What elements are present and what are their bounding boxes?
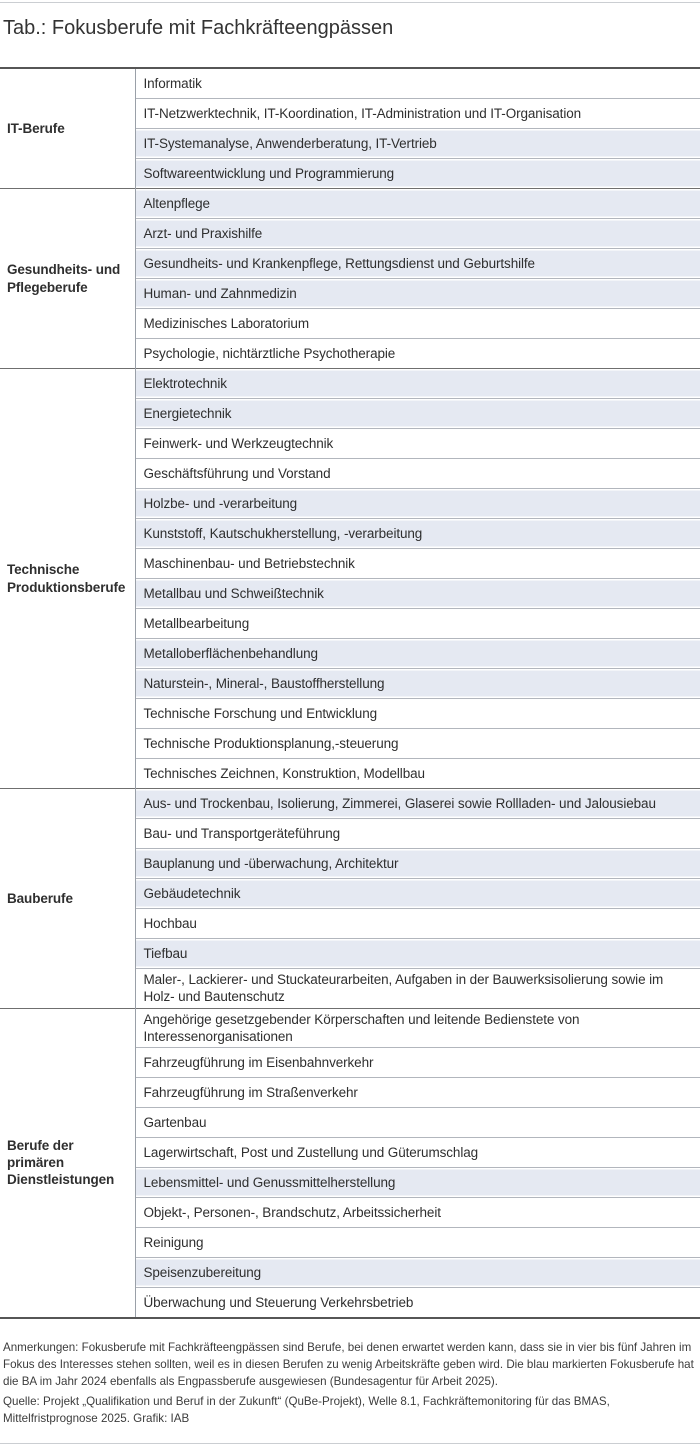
category-cell: Berufe der primären Dienstleistungen [0,1008,135,1318]
occupation-cell: Elektrotechnik [135,369,700,399]
occupation-cell: Geschäftsführung und Vorstand [135,459,700,489]
occupation-cell: Gartenbau [135,1108,700,1138]
top-divider [0,2,700,3]
occupation-cell: Technische Produktionsplanung,-steuerung [135,729,700,759]
occupation-cell: Energietechnik [135,399,700,429]
table-section [0,789,700,1009]
occupation-cell: Gebäudetechnik [135,879,700,909]
occupation-cell: Objekt-, Personen-, Brandschutz, Arbeitssicherheit [135,1198,700,1228]
table-section [0,68,700,189]
footnote-quelle: Quelle: Projekt „Qualifikation und Beruf in der Zukunft“ (QuBe-Projekt), Welle 8.1, Fachkräftemonitoring für das BMAS, Mittelfristprognose 2025. Grafik: IAB [3,1394,610,1425]
page-title: Tab.: Fokusberufe mit Fachkräfteengpässen [3,17,394,39]
table-section [0,189,700,369]
occupation-cell: IT-Systemanalyse, Anwenderberatung, IT-Vertrieb [135,129,700,159]
occupation-cell: Angehörige gesetzgebender Körperschaften und leitende Bedienstete von Interessenorganisationen [135,1008,700,1048]
occupation-cell: Tiefbau [135,939,700,969]
occupation-cell: Lagerwirtschaft, Post und Zustellung und Güterumschlag [135,1138,700,1168]
footnotes [3,1340,697,1428]
table-row [0,68,700,99]
category-cell: Technische Produktionsberufe [0,369,135,789]
table-section [0,369,700,789]
bottom-divider [0,1443,700,1444]
table-row [0,1008,700,1048]
occupation-cell: Maschinenbau- und Betriebstechnik [135,549,700,579]
occupation-cell: Kunststoff, Kautschukherstellung, -verarbeitung [135,519,700,549]
occupation-cell: Metallbearbeitung [135,609,700,639]
occupation-cell: Maler-, Lackierer- und Stuckateurarbeiten, Aufgaben in der Bauwerksisolierung sowie im Holz- und Bautenschutz [135,969,700,1009]
occupation-cell: Lebensmittel- und Genussmittelherstellung [135,1168,700,1198]
occupation-cell: Softwareentwicklung und Programmierung [135,159,700,189]
occupation-cell: Technische Forschung und Entwicklung [135,699,700,729]
occupation-cell: Metallbau und Schweißtechnik [135,579,700,609]
occupation-cell: Arzt- und Praxishilfe [135,219,700,249]
occupation-cell: Informatik [135,68,700,99]
footnote-anmerkungen: Anmerkungen: Fokusberufe mit Fachkräfteengpässen sind Berufe, bei denen erwartet werden kann, dass sie in vier bis fünf Jahren im Fokus des Interesses stehen sollten, weil es in diesen Berufen zu wenig Arbeitskräfte geben wird. Die blau markierten Fokusberufe hat die BA im Jahr 2024 ebenfalls als Engpassberufe ausgewiesen (Bundesagentur für Arbeit 2025). [3,1341,694,1388]
occupation-cell: Psychologie, nichtärztliche Psychotherapie [135,339,700,369]
table-section [0,1008,700,1318]
occupation-cell: Überwachung und Steuerung Verkehrsbetrieb [135,1288,700,1319]
occupation-cell: Technisches Zeichnen, Konstruktion, Modellbau [135,759,700,789]
table-row [0,789,700,819]
category-cell: Bauberufe [0,789,135,1009]
occupation-cell: Gesundheits- und Krankenpflege, Rettungsdienst und Geburtshilfe [135,249,700,279]
category-cell: IT-Berufe [0,68,135,189]
occupation-cell: Fahrzeugführung im Straßenverkehr [135,1078,700,1108]
occupation-cell: Bauplanung und -überwachung, Architektur [135,849,700,879]
occupation-cell: Bau- und Transportgeräteführung [135,819,700,849]
occupation-cell: Medizinisches Laboratorium [135,309,700,339]
table-row [0,189,700,219]
occupation-cell: Holzbe- und -verarbeitung [135,489,700,519]
page [0,2,700,1444]
occupation-cell: Metalloberflächenbehandlung [135,639,700,669]
occupation-cell: Feinwerk- und Werkzeugtechnik [135,429,700,459]
occupation-cell: Altenpflege [135,189,700,219]
occupation-cell: Hochbau [135,909,700,939]
occupation-cell: Human- und Zahnmedizin [135,279,700,309]
occupation-cell: Aus- und Trockenbau, Isolierung, Zimmerei, Glaserei sowie Rollladen- und Jalousiebau [135,789,700,819]
shortage-occupations-table [0,67,700,1319]
occupation-cell: Fahrzeugführung im Eisenbahnverkehr [135,1048,700,1078]
table-row [0,369,700,399]
occupation-cell: Speisenzubereitung [135,1258,700,1288]
occupation-cell: IT-Netzwerktechnik, IT-Koordination, IT-Administration und IT-Organisation [135,99,700,129]
occupation-cell: Naturstein-, Mineral-, Baustoffherstellung [135,669,700,699]
occupation-cell: Reinigung [135,1228,700,1258]
category-cell: Gesundheits- und Pflegeberufe [0,189,135,369]
